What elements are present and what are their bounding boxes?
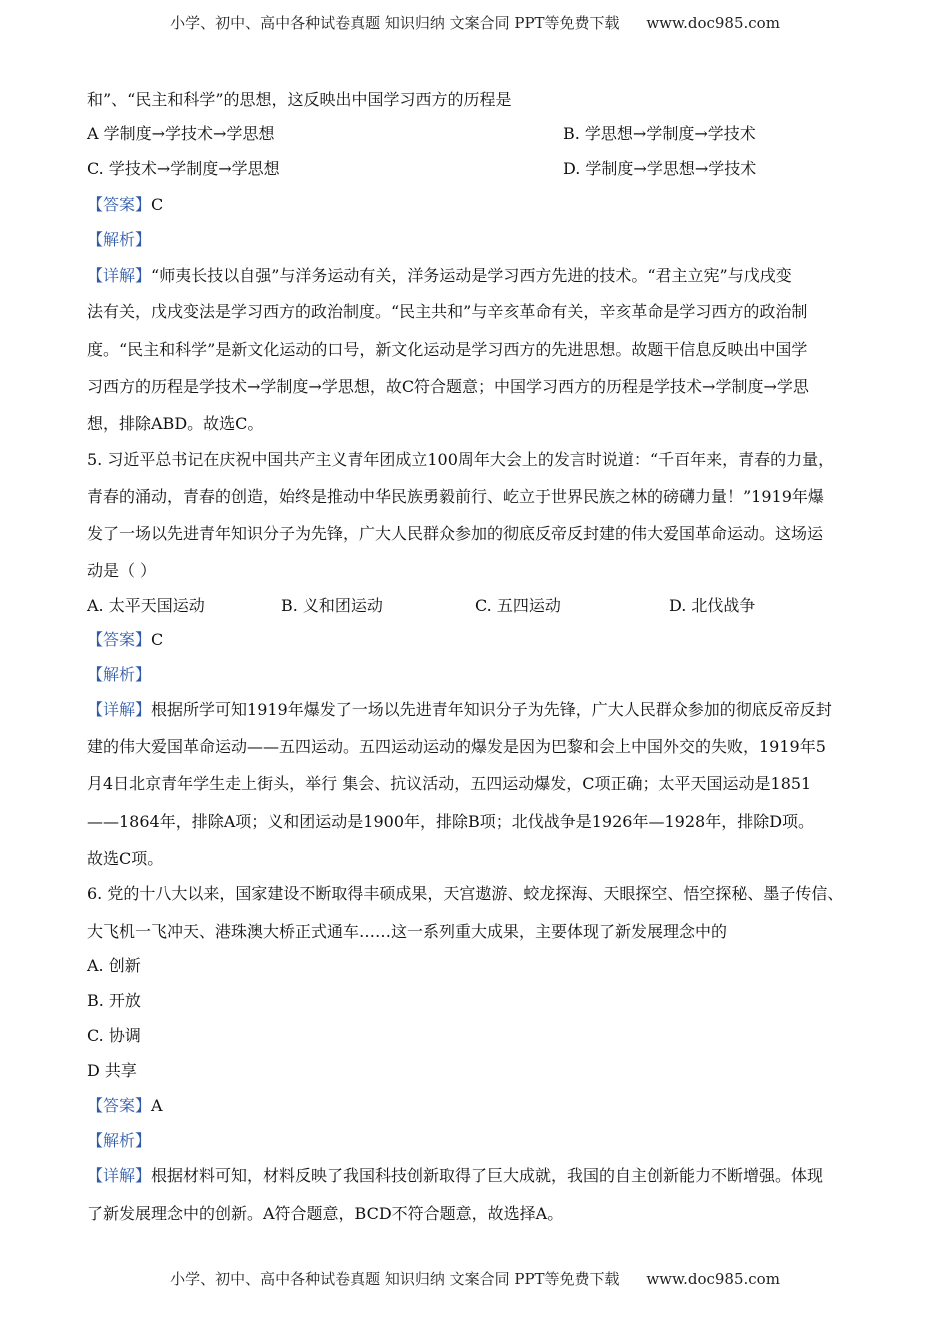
q5-option-a: A. 太平天国运动 bbox=[87, 596, 205, 615]
q6-answer-value: A bbox=[151, 1096, 163, 1115]
answer-tag: 【答案】 bbox=[87, 195, 152, 214]
header-slogan: 小学、初中、高中各种试卷真题 知识归纳 文案合同 PPT等免费下载 bbox=[170, 14, 620, 32]
q4-answer bbox=[87, 195, 163, 215]
q6-answer bbox=[87, 1096, 163, 1116]
header-site-link[interactable]: www.doc985.com bbox=[646, 14, 780, 32]
q6-analysis bbox=[87, 1131, 151, 1151]
q4-detail-text-1: “师夷长技以自强”与洋务运动有关，洋务运动是学习西方先进的技术。“君主立宪”与戊戌变 bbox=[151, 266, 792, 285]
q4-options-row2 bbox=[87, 159, 757, 179]
q4-option-a: A 学制度→学技术→学思想 bbox=[87, 124, 275, 143]
q6-detail-line-1 bbox=[87, 1166, 823, 1186]
q6-stem-line-2: 大飞机一飞冲天、港珠澳大桥正式通车……这一系列重大成果，主要体现了新发展理念中的 bbox=[87, 922, 728, 941]
q4-detail-line-2: 法有关，戊戌变法是学习西方的政治制度。“民主共和”与辛亥革命有关，辛亥革命是学习西方的政治制 bbox=[87, 302, 808, 321]
q4-analysis bbox=[87, 230, 151, 250]
q4-option-c: C. 学技术→学制度→学思想 bbox=[87, 159, 280, 178]
detail-tag: 【详解】 bbox=[87, 700, 152, 719]
q5-detail-line-3: 月4日北京青年学生走上街头，举行 集会、抗议活动，五四运动爆发，C项正确；太平天国运动是1851 bbox=[87, 774, 812, 793]
q6-option-b: B. 开放 bbox=[87, 991, 141, 1010]
q6-stem-line-1: 6. 党的十八大以来，国家建设不断取得丰硕成果，天宫遨游、蛟龙探海、天眼探空、悟空探秘、墨子传信、 bbox=[87, 884, 844, 903]
q4-detail-line-4: 习西方的历程是学技术→学制度→学思想，故C符合题意；中国学习西方的历程是学技术→学制度→学思 bbox=[87, 377, 809, 396]
detail-tag: 【详解】 bbox=[87, 1166, 152, 1185]
q5-option-d: D. 北伐战争 bbox=[669, 596, 756, 615]
page-footer bbox=[0, 1268, 950, 1289]
q5-detail-line-5: 故选C项。 bbox=[87, 849, 164, 868]
footer-site-link[interactable]: www.doc985.com bbox=[646, 1270, 780, 1288]
q6-detail-line-2: 了新发展理念中的创新。A符合题意，BCD不符合题意，故选择A。 bbox=[87, 1204, 564, 1223]
q6-option-a: A. 创新 bbox=[87, 956, 141, 975]
q5-detail-text-1: 根据所学可知1919年爆发了一场以先进青年知识分子为先锋，广大人民群众参加的彻底反帝反封 bbox=[151, 700, 832, 719]
q4-detail-line-1 bbox=[87, 266, 792, 286]
analysis-tag: 【解析】 bbox=[87, 665, 152, 684]
q5-detail-line-4: ——1864年，排除A项；义和团运动是1900年，排除B项；北伐战争是1926年—1928年，排除D项。 bbox=[87, 812, 815, 831]
q5-answer-value: C bbox=[151, 630, 164, 649]
q4-detail-line-5: 想，排除ABD。故选C。 bbox=[87, 414, 264, 433]
q5-stem-line-4: 动是（ ） bbox=[87, 561, 157, 580]
q4-answer-value: C bbox=[151, 195, 164, 214]
q4-option-d: D. 学制度→学思想→学技术 bbox=[563, 159, 757, 178]
q5-option-c: C. 五四运动 bbox=[475, 596, 561, 615]
answer-tag: 【答案】 bbox=[87, 630, 152, 649]
q6-option-d: D 共享 bbox=[87, 1061, 137, 1080]
q5-detail-line-1 bbox=[87, 700, 832, 720]
footer-slogan: 小学、初中、高中各种试卷真题 知识归纳 文案合同 PPT等免费下载 bbox=[170, 1270, 620, 1288]
q5-answer bbox=[87, 630, 163, 650]
q5-options bbox=[87, 596, 863, 616]
q5-stem-line-3: 发了一场以先进青年知识分子为先锋，广大人民群众参加的彻底反帝反封建的伟大爱国革命运动。这场运 bbox=[87, 524, 824, 543]
q4-detail-line-3: 度。“民主和科学”是新文化运动的口号，新文化运动是学习西方的先进思想。故题干信息反映出中国学 bbox=[87, 340, 808, 359]
q4-options-row1 bbox=[87, 124, 756, 144]
page-header bbox=[0, 12, 950, 33]
q5-detail-line-2: 建的伟大爱国革命运动——五四运动。五四运动运动的爆发是因为巴黎和会上中国外交的失败，1919年5 bbox=[87, 737, 826, 756]
q5-option-b: B. 义和团运动 bbox=[281, 596, 383, 615]
analysis-tag: 【解析】 bbox=[87, 1131, 152, 1150]
q5-stem-line-1: 5. 习近平总书记在庆祝中国共产主义青年团成立100周年大会上的发言时说道：“千百年来，青春的力量， bbox=[87, 450, 835, 469]
q6-detail-text-1: 根据材料可知，材料反映了我国科技创新取得了巨大成就，我国的自主创新能力不断增强。体现 bbox=[151, 1166, 824, 1185]
q4-stem-tail: 和”、“民主和科学”的思想，这反映出中国学习西方的历程是 bbox=[87, 90, 512, 109]
q5-stem-line-2: 青春的涌动，青春的创造，始终是推动中华民族勇毅前行、屹立于世界民族之林的磅礴力量！”1919年爆 bbox=[87, 487, 824, 506]
detail-tag: 【详解】 bbox=[87, 266, 152, 285]
q5-analysis bbox=[87, 665, 151, 685]
q6-option-c: C. 协调 bbox=[87, 1026, 141, 1045]
analysis-tag: 【解析】 bbox=[87, 230, 152, 249]
q4-option-b: B. 学思想→学制度→学技术 bbox=[563, 124, 756, 143]
answer-tag: 【答案】 bbox=[87, 1096, 152, 1115]
